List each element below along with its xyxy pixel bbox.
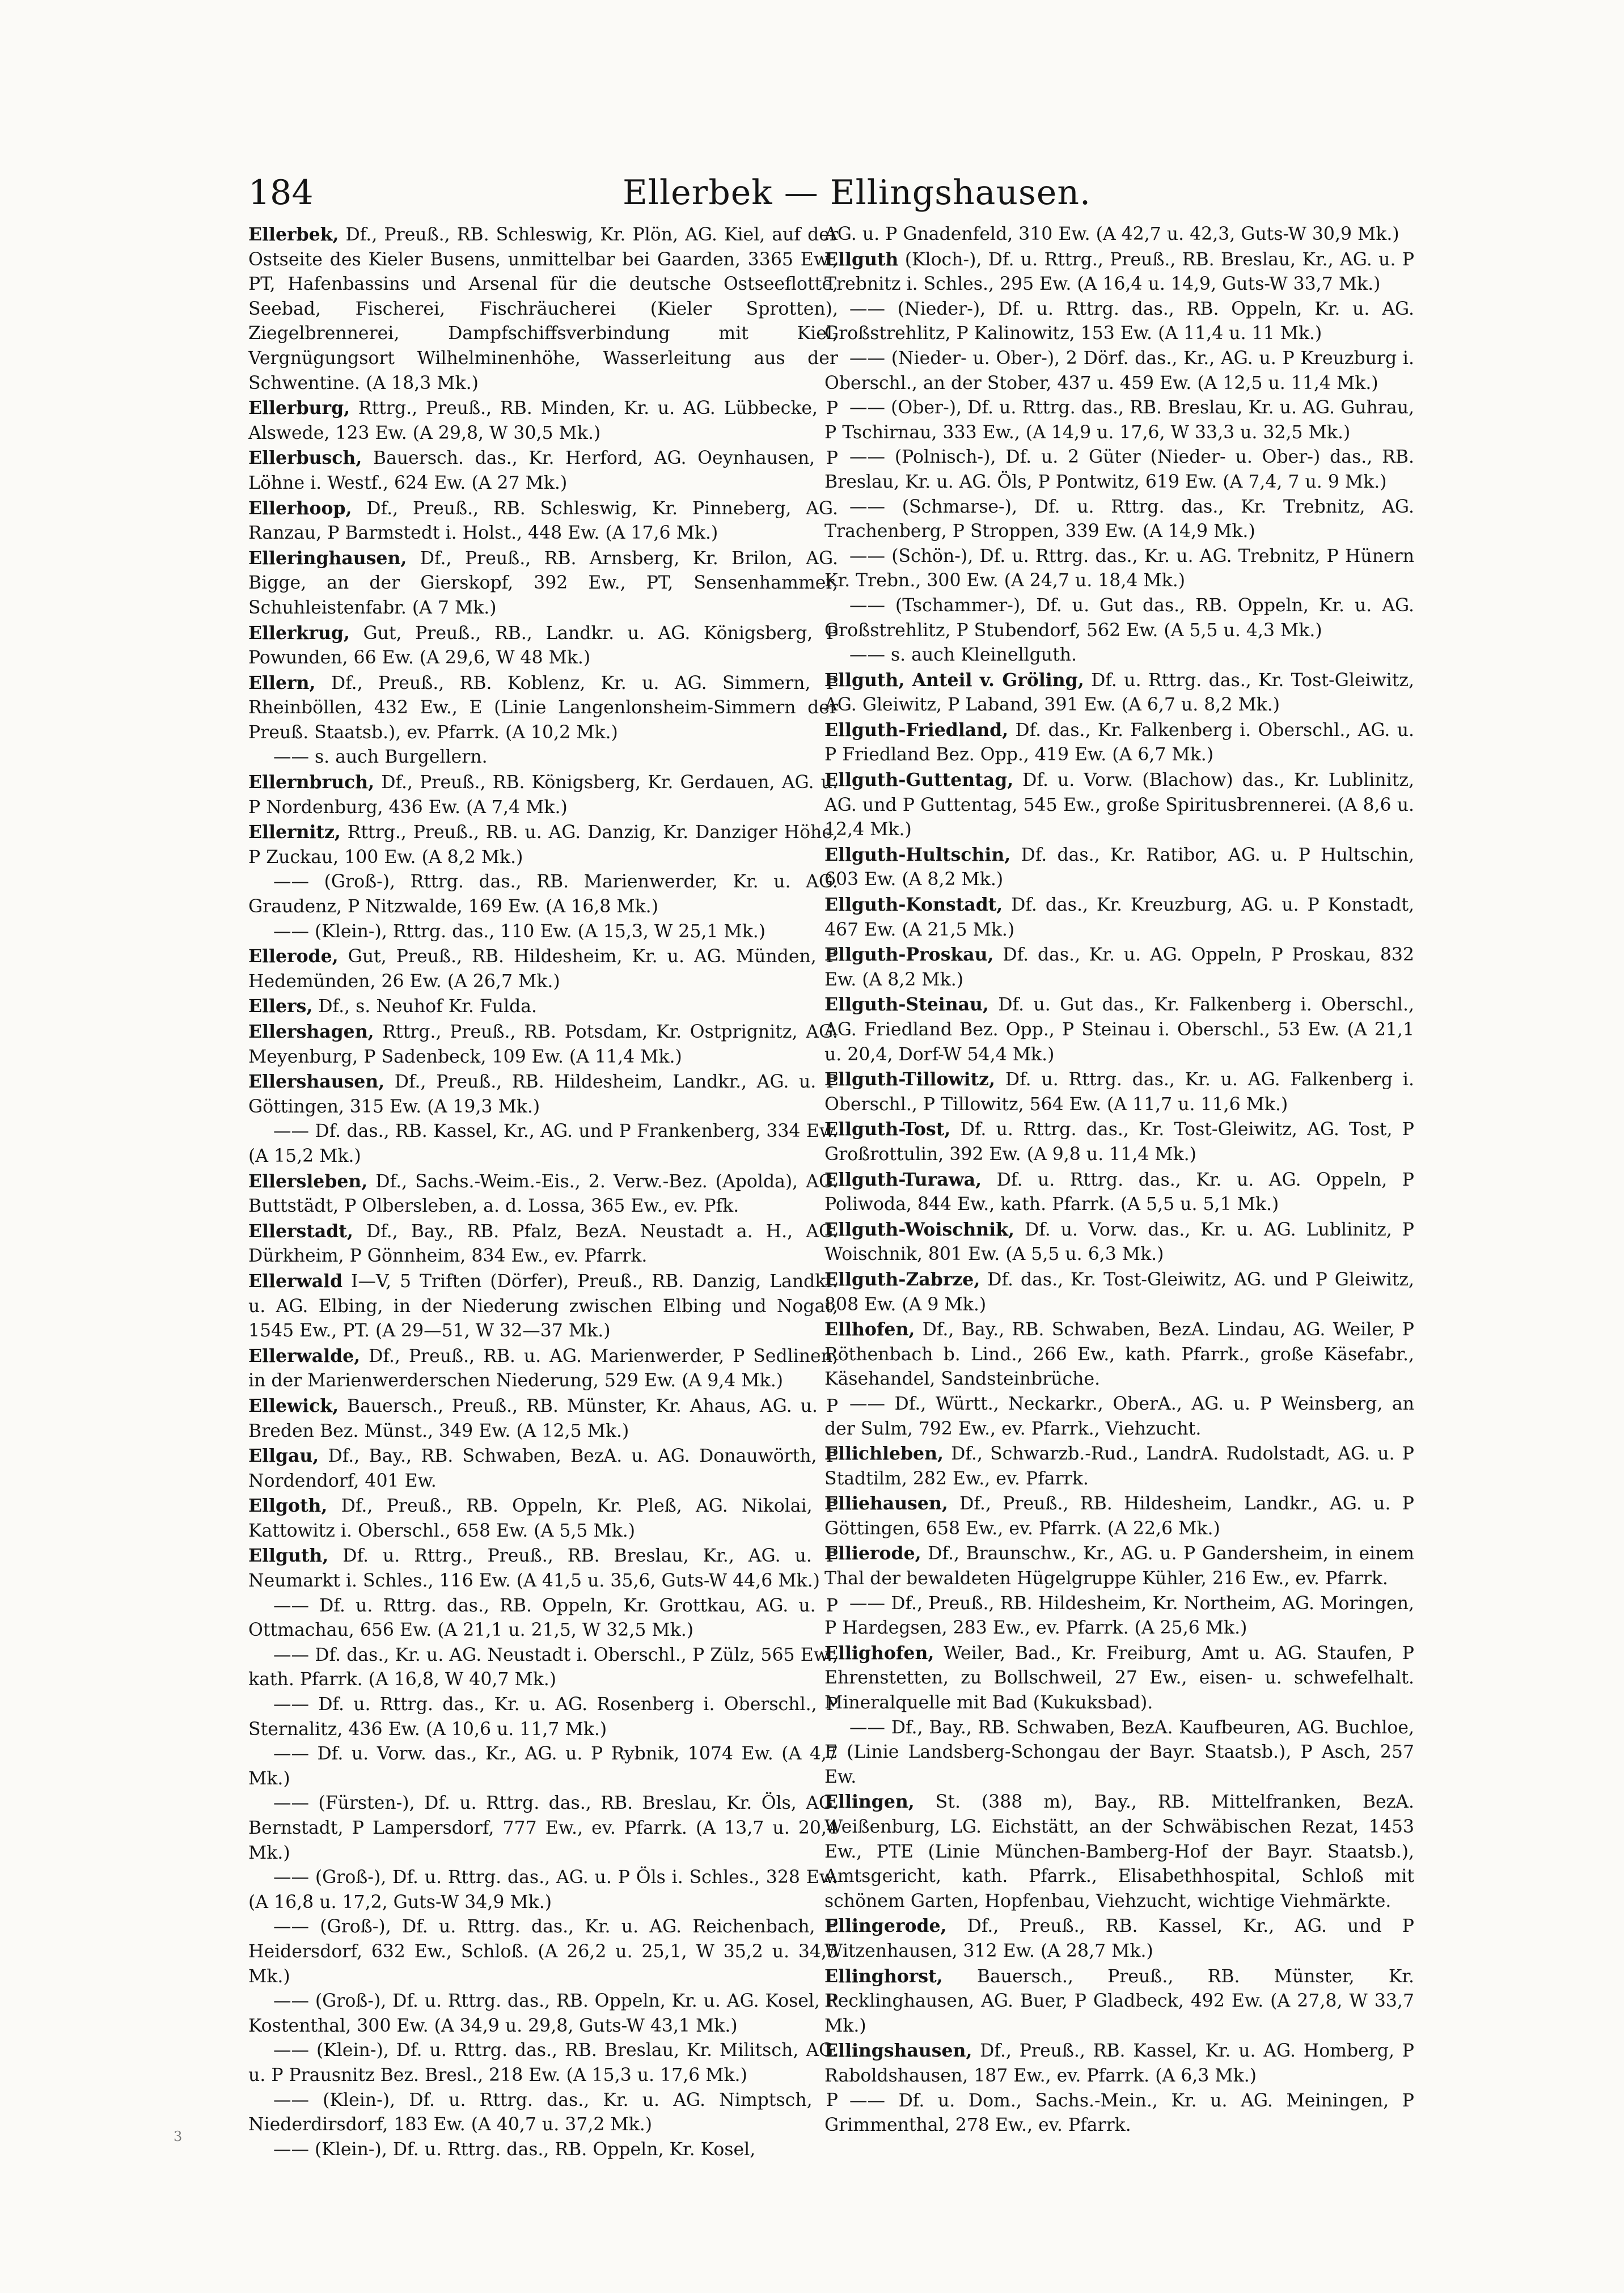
entry-headword: Ellguth-Turawa, <box>824 1169 982 1190</box>
entry-text: Df. u. Rttrg., Preuß., RB. Breslau, Kr., AG. u. P Neumarkt i. Schles., 116 Ew. (A 41,5 u. 35,6, Guts-W 44,6 Mk.) <box>248 1546 838 1592</box>
gazetteer-entry <box>824 2038 1414 2088</box>
entry-text: Df. u. Rttrg. das., Kr. u. AG. Oppeln, P Poliwoda, 844 Ew., kath. Pfarrk. (A 5,5 u. 5,1 Mk.) <box>824 1169 1414 1215</box>
entry-text: Df., Braunschw., Kr., AG. u. P Gandersheim, in einem Thal der bewaldeten Hügelgruppe Kühler, 216 Ew., ev. Pfarrk. <box>824 1543 1414 1589</box>
entry-text: —— Df., Württ., Neckarkr., OberA., AG. u. P Weinsberg, an der Sulm, 792 Ew., ev. Pfarrk., Viehzucht. <box>824 1393 1414 1439</box>
entry-headword: Ellerstadt, <box>248 1220 353 1242</box>
gazetteer-entry <box>248 222 838 396</box>
gazetteer-entry <box>248 2038 838 2088</box>
entry-headword: Ellighofen, <box>824 1642 934 1664</box>
entry-headword: Ellguth-Hultschin, <box>824 844 1011 865</box>
entry-text: Df., Preuß., RB. Schleswig, Kr. Plön, AG. Kiel, auf der Ostseite des Kieler Busens, unmittelbar bei Gaarden, 3365 Ew., PT, Hafenbassins und Arsenal für die deutsche Ostseeflotte, Seebad, Fischerei, Fischräucherei (Kieler Sprotten), Ziegelbrennerei, Dampfschiffsverbindung mit Kiel, Vergnügungsort Wilhelminenhöhe, Wasserleitung aus der Schwentine. (A 18,3 Mk.) <box>248 225 838 394</box>
entry-headword: Ellerbusch, <box>248 447 362 469</box>
entry-text: —— (Polnisch-), Df. u. 2 Güter (Nieder- u. Ober-) das., RB. Breslau, Kr. u. AG. Öls, P Pontwitz, 619 Ew. (A 7,4, 7 u. 9 Mk.) <box>824 447 1414 492</box>
gazetteer-entry <box>248 920 838 945</box>
entry-headword: Ellguth-Guttentag, <box>824 769 1014 791</box>
gazetteer-entry <box>248 1594 838 1643</box>
gazetteer-entry <box>248 870 838 919</box>
entry-text: Gut, Preuß., RB. Hildesheim, Kr. u. AG. Münden, P Hedemünden, 26 Ew. (A 26,7 Mk.) <box>248 946 838 992</box>
entry-text: —— Df. u. Rttrg. das., Kr. u. AG. Rosenberg i. Oberschl., P Sternalitz, 436 Ew. (A 10,6 u. 11,7 Mk.) <box>248 1694 838 1740</box>
entry-text: —— s. auch Burgellern. <box>273 747 488 768</box>
gazetteer-entry <box>824 643 1414 668</box>
entry-headword: Ellguth <box>824 248 899 270</box>
entry-headword: Ellguth-Konstadt, <box>824 894 1003 916</box>
entry-text: Rttrg., Preuß., RB. u. AG. Danzig, Kr. Danziger Höhe, P Zuckau, 100 Ew. (A 8,2 Mk.) <box>248 822 838 868</box>
gazetteer-entry <box>824 1491 1414 1541</box>
gazetteer-entry <box>248 396 838 446</box>
entry-text: —— Df., Bay., RB. Schwaben, BezA. Kaufbeuren, AG. Buchloe, E (Linie Landsberg-Schongau der Bayr. Staatsb.), P Asch, 257 Ew. <box>824 1717 1414 1787</box>
entry-text: Df., s. Neuhof Kr. Fulda. <box>318 996 538 1017</box>
entry-headword: Ellernbruch, <box>248 772 375 793</box>
entry-text: Df. das., Kr. Ratibor, AG. u. P Hultschin, 603 Ew. (A 8,2 Mk.) <box>824 844 1414 890</box>
entry-text: Df., Bay., RB. Schwaben, BezA. u. AG. Donauwörth, P Nordendorf, 401 Ew. <box>248 1446 838 1491</box>
entry-text: Df., Sachs.-Weim.-Eis., 2. Verw.-Bez. (Apolda), AG. Buttstädt, P Olbersleben, a. d. Lossa, 365 Ew., ev. Pfk. <box>248 1171 838 1217</box>
gazetteer-entry <box>824 718 1414 768</box>
entry-text: Df. das., Kr. Falkenberg i. Oberschl., AG. u. P Friedland Bez. Opp., 419 Ew. (A 6,7 Mk.) <box>824 720 1414 765</box>
entry-text: Df., Bay., RB. Schwaben, BezA. Lindau, AG. Weiler, P Röthenbach b. Lind., 266 Ew., kath. Pfarrk., große Käsefabr., Käsehandel, Sandsteinbrüche. <box>824 1319 1414 1390</box>
entry-headword: Ellershagen, <box>248 1021 374 1042</box>
gazetteer-entry <box>824 1267 1414 1317</box>
entry-text: Df. u. Rttrg. das., Kr. Tost-Gleiwitz, AG. Gleiwitz, P Laband, 391 Ew. (A 6,7 u. 8,2 Mk.) <box>824 670 1414 716</box>
gazetteer-entry <box>824 495 1414 544</box>
gazetteer-entry <box>248 994 838 1019</box>
entry-headword: Ellhofen, <box>824 1319 915 1340</box>
entry-text: Df., Preuß., RB. Koblenz, Kr. u. AG. Simmern, P Rheinböllen, 432 Ew., E (Linie Langenlonsheim-Simmern der Preuß. Staatsb.), ev. Pfarrk. (A 10,2 Mk.) <box>248 672 838 743</box>
gazetteer-entry <box>824 1167 1414 1217</box>
gazetteer-entry <box>824 544 1414 594</box>
gazetteer-entry <box>248 1494 838 1543</box>
entry-headword: Ellinghorst, <box>824 1965 943 1987</box>
entry-text: Df. das., Kr. Tost-Gleiwitz, AG. und P Gleiwitz, 808 Ew. (A 9 Mk.) <box>824 1269 1414 1315</box>
gazetteer-entry <box>824 247 1414 297</box>
gazetteer-entry <box>824 1592 1414 1641</box>
entry-text: I—V, 5 Triften (Dörfer), Preuß., RB. Danzig, Landkr. u. AG. Elbing, in der Niederung zwischen Elbing und Nogat, 1545 Ew., PT. (A 29—51, W 32—37 Mk.) <box>248 1271 838 1342</box>
gazetteer-entry <box>248 820 838 870</box>
running-head: Ellerbek — Ellingshausen. <box>623 173 1092 213</box>
entry-text: —— (Nieder- u. Ober-), 2 Dörf. das., Kr., AG. u. P Kreuzburg i. Oberschl., an der Stober, 437 u. 459 Ew. (A 12,5 u. 11,4 Mk.) <box>824 348 1414 394</box>
entry-text: —— (Groß-), Rttrg. das., RB. Marienwerder, Kr. u. AG. Graudenz, P Nitzwalde, 169 Ew. (A 16,8 Mk.) <box>248 871 838 917</box>
entry-headword: Ellersleben, <box>248 1170 368 1192</box>
entry-text: Rttrg., Preuß., RB. Potsdam, Kr. Ostprignitz, AG. Meyenburg, P Sadenbeck, 109 Ew. (A 11,4 Mk.) <box>248 1022 838 1067</box>
entry-text: —— (Groß-), Df. u. Rttrg. das., RB. Oppeln, Kr. u. AG. Kosel, P Kostenthal, 300 Ew. (A 34,9 u. 29,8, Guts-W 43,1 Mk.) <box>248 1991 838 2036</box>
entry-text: —— (Schmarse-), Df. u. Rttrg. das., Kr. Trebnitz, AG. Trachenberg, P Stroppen, 339 Ew. (A 14,9 Mk.) <box>824 496 1414 542</box>
gazetteer-entry <box>248 1543 838 1593</box>
entry-text: —— (Groß-), Df. u. Rttrg. das., Kr. u. AG. Reichenbach, P Heidersdorf, 632 Ew., Schloß. (A 26,2 u. 25,1, W 35,2 u. 34,5 Mk.) <box>248 1917 838 1987</box>
gazetteer-entry <box>248 1269 838 1344</box>
gazetteer-entry <box>824 297 1414 346</box>
entry-headword: Ellershausen, <box>248 1071 385 1093</box>
entry-text: Bauersch., Preuß., RB. Münster, Kr. Recklinghausen, AG. Buer, P Gladbeck, 492 Ew. (A 27,8, W 33,7 Mk.) <box>824 1966 1414 2036</box>
left-column <box>248 222 838 2195</box>
entry-text: (Kloch-), Df. u. Rttrg., Preuß., RB. Breslau, Kr., AG. u. P Trebnitz i. Schles., 295 Ew. (A 16,4 u. 14,9, Guts-W 33,7 Mk.) <box>824 249 1414 295</box>
entry-text: —— Df. das., RB. Kassel, Kr., AG. und P Frankenberg, 334 Ew. (A 15,2 Mk.) <box>248 1121 838 1166</box>
entry-headword: Ellguth-Woischnik, <box>824 1219 1014 1240</box>
entry-headword: Ellerode, <box>248 946 339 967</box>
entry-text: Df., Preuß., RB. Hildesheim, Landkr., AG. u. P Göttingen, 315 Ew. (A 19,3 Mk.) <box>248 1072 838 1117</box>
entry-text: Df., Schwarzb.-Rud., LandrA. Rudolstadt, AG. u. P Stadtilm, 282 Ew., ev. Pfarrk. <box>824 1444 1414 1489</box>
entry-text: —— (Ober-), Df. u. Rttrg. das., RB. Breslau, Kr. u. AG. Guhrau, P Tschirnau, 333 Ew., (A 14,9 u. 17,6, W 33,3 u. 32,5 Mk.) <box>824 397 1414 443</box>
entry-text: —— (Nieder-), Df. u. Rttrg. das., RB. Oppeln, Kr. u. AG. Großstrehlitz, P Kalinowitz, 153 Ew. (A 11,4 u. 11 Mk.) <box>824 298 1414 344</box>
entry-headword: Ellerburg, <box>248 397 350 419</box>
entry-text: —— Df. das., Kr. u. AG. Neustadt i. Oberschl., P Zülz, 565 Ew., kath. Pfarrk. (A 16,8, W 40,7 Mk.) <box>248 1644 838 1690</box>
gazetteer-entry <box>248 1444 838 1494</box>
entry-text: Df., Bay., RB. Pfalz, BezA. Neustadt a. H., AG. Dürkheim, P Gönnheim, 834 Ew., ev. Pfarrk. <box>248 1221 838 1267</box>
entry-text: Df., Preuß., RB. Oppeln, Kr. Pleß, AG. Nikolai, P Kattowitz i. Oberschl., 658 Ew. (A 5,5 Mk.) <box>248 1496 838 1541</box>
entry-text: Weiler, Bad., Kr. Freiburg, Amt u. AG. Staufen, P Ehrenstetten, zu Bollschweil, 27 Ew., eisen- u. schwefelhalt. Mineralquelle mit Bad (Kukuksbad). <box>824 1643 1414 1714</box>
entry-headword: Ellguth-Friedland, <box>824 719 1009 741</box>
entry-headword: Ellguth, Anteil v. Gröling, <box>824 669 1084 691</box>
entry-headword: Ellguth-Tost, <box>824 1119 951 1140</box>
gazetteer-entry <box>824 1641 1414 1716</box>
gazetteer-entry <box>248 546 838 621</box>
entry-headword: Ellewick, <box>248 1395 339 1416</box>
gazetteer-entry <box>824 843 1414 892</box>
gazetteer-entry <box>824 1392 1414 1441</box>
entry-text: Df. u. Vorw. das., Kr. u. AG. Lublinitz, P Woischnik, 801 Ew. (A 5,5 u. 6,3 Mk.) <box>824 1219 1414 1265</box>
gazetteer-entry <box>248 1915 838 1989</box>
entry-text: —— s. auch Kleinellguth. <box>849 645 1077 666</box>
entry-text: Df. u. Gut das., Kr. Falkenberg i. Oberschl., AG. Friedland Bez. Opp., P Steinau i. Oberschl., 53 Ew. (A 21,1 u. 20,4, Dorf-W 54,4 Mk.) <box>824 995 1414 1065</box>
entry-headword: Ellingerode, <box>824 1915 947 1937</box>
gazetteer-entry <box>824 1789 1414 1914</box>
entry-text: —— Df. u. Rttrg. das., RB. Oppeln, Kr. Grottkau, AG. u. P Ottmachau, 656 Ew. (A 21,1 u. 21,5, W 32,5 Mk.) <box>248 1595 838 1641</box>
page-header <box>248 170 1133 215</box>
entry-headword: Ellingen, <box>824 1791 915 1813</box>
gazetteer-entry <box>248 1693 838 1742</box>
entry-text: Df., Preuß., RB. Arnsberg, Kr. Brilon, AG. Bigge, an der Gierskopf, 392 Ew., PT, Sensenhammer, Schuhleistenfabr. (A 7 Mk.) <box>248 548 838 618</box>
gazetteer-entry <box>824 1441 1414 1491</box>
entry-text: Rttrg., Preuß., RB. Minden, Kr. u. AG. Lübbecke, P Alswede, 123 Ew. (A 29,8, W 30,5 Mk.) <box>248 398 838 443</box>
gazetteer-entry <box>824 1317 1414 1392</box>
entry-text: Df. das., Kr. u. AG. Oppeln, P Proskau, 832 Ew. (A 8,2 Mk.) <box>824 945 1414 990</box>
entry-headword: Ellerhoop, <box>248 497 352 519</box>
gazetteer-entry <box>248 1989 838 2038</box>
gazetteer-entry <box>824 892 1414 942</box>
gazetteer-entry <box>824 222 1414 247</box>
entry-text: —— (Klein-), Rttrg. das., 110 Ew. (A 15,3, W 25,1 Mk.) <box>273 921 766 942</box>
gazetteer-entry <box>248 2138 838 2163</box>
gazetteer-entry <box>824 1541 1414 1591</box>
gazetteer-entry <box>248 1394 838 1444</box>
entry-text: —— (Tschammer-), Df. u. Gut das., RB. Oppeln, Kr. u. AG. Großstrehlitz, P Stubendorf, 562 Ew. (A 5,5 u. 4,3 Mk.) <box>824 595 1414 641</box>
gazetteer-entry <box>248 745 838 770</box>
gazetteer-entry <box>824 346 1414 396</box>
entry-text: —— Df. u. Vorw. das., Kr., AG. u. P Rybnik, 1074 Ew. (A 4,7 Mk.) <box>248 1744 838 1789</box>
gazetteer-entry <box>248 1069 838 1119</box>
gazetteer-entry <box>248 621 838 671</box>
entry-text: —— Df. u. Dom., Sachs.-Mein., Kr. u. AG. Meiningen, P Grimmenthal, 278 Ew., ev. Pfarrk. <box>824 2090 1414 2136</box>
gazetteer-entry <box>824 1914 1414 1964</box>
entry-text: Bauersch. das., Kr. Herford, AG. Oeynhausen, P Löhne i. Westf., 624 Ew. (A 27 Mk.) <box>248 448 838 493</box>
entry-headword: Ellern, <box>248 672 316 693</box>
entry-text: Df., Preuß., RB. u. AG. Marienwerder, P Sedlinen, in der Marienwerderschen Niederung, 529 Ew. (A 9,4 Mk.) <box>248 1346 838 1391</box>
gazetteer-entry <box>824 1716 1414 1790</box>
gazetteer-entry <box>248 770 838 820</box>
entry-headword: Ellers, <box>248 996 313 1017</box>
gazetteer-entry <box>248 944 838 994</box>
entry-text: Df., Preuß., RB. Kassel, Kr. u. AG. Homberg, P Raboldshausen, 187 Ew., ev. Pfarrk. (A 6,3 Mk.) <box>824 2041 1414 2086</box>
gazetteer-entry <box>824 396 1414 445</box>
gazetteer-entry <box>248 1219 838 1269</box>
entry-headword: Ellichleben, <box>824 1443 944 1465</box>
gazetteer-entry <box>824 768 1414 843</box>
gazetteer-entry <box>248 1791 838 1865</box>
entry-headword: Ellguth-Proskau, <box>824 944 994 966</box>
gazetteer-entry <box>824 942 1414 992</box>
gazetteer-entry <box>248 1019 838 1069</box>
gazetteer-entry <box>248 1119 838 1169</box>
entry-text: AG. u. P Gnadenfeld, 310 Ew. (A 42,7 u. 42,3, Guts-W 30,9 Mk.) <box>824 224 1399 244</box>
right-column <box>824 222 1414 2195</box>
entry-headword: Ellernitz, <box>248 822 341 843</box>
entry-text: Gut, Preuß., RB., Landkr. u. AG. Königsberg, P Powunden, 66 Ew. (A 29,6, W 48 Mk.) <box>248 623 838 669</box>
entry-text: Df. u. Rttrg. das., Kr. Tost-Gleiwitz, AG. Tost, P Großrottulin, 392 Ew. (A 9,8 u. 11,4 Mk.) <box>824 1119 1414 1165</box>
entry-text: St. (388 m), Bay., RB. Mittelfranken, BezA. Weißenburg, LG. Eichstätt, an der Schwäbischen Rezat, 1453 Ew., PTE (Linie München-Bamberg-Hof der Bayr. Staatsb.), Amtsgericht, kath. Pfarrk., Elisabethhospital, Schloß mit schönem Garten, Hopfenbau, Viehzucht, wichtige Viehmärkte. <box>824 1792 1414 1911</box>
entry-text: —— (Klein-), Df. u. Rttrg. das., RB. Breslau, Kr. Militsch, AG. u. P Prausnitz Bez. Bresl., 218 Ew. (A 15,3 u. 17,6 Mk.) <box>248 2040 838 2085</box>
entry-text: Df. u. Rttrg. das., Kr. u. AG. Falkenberg i. Oberschl., P Tillowitz, 564 Ew. (A 11,7 u. 11,6 Mk.) <box>824 1069 1414 1115</box>
entry-text: Df. u. Vorw. (Blachow) das., Kr. Lublinitz, AG. und P Guttentag, 545 Ew., große Spiritusbrennerei. (A 8,6 u. 12,4 Mk.) <box>824 770 1414 840</box>
gazetteer-entry <box>248 1742 838 1791</box>
gazetteer-entry <box>824 1964 1414 2039</box>
entry-text: Df., Preuß., RB. Königsberg, Kr. Gerdauen, AG. u. P Nordenburg, 436 Ew. (A 7,4 Mk.) <box>248 772 838 818</box>
entry-headword: Ellingshausen, <box>824 2040 972 2062</box>
gazetteer-entry <box>824 1117 1414 1167</box>
entry-headword: Ellerwald <box>248 1270 343 1292</box>
entry-headword: Ellgau, <box>248 1445 319 1467</box>
entry-headword: Ellguth-Steinau, <box>824 994 989 1016</box>
entry-text: —— (Groß-), Df. u. Rttrg. das., AG. u. P Öls i. Schles., 328 Ew. (A 16,8 u. 17,2, Guts-W 34,9 Mk.) <box>248 1867 838 1913</box>
gazetteer-entry <box>248 496 838 546</box>
entry-headword: Elliehausen, <box>824 1493 948 1514</box>
gazetteer-entry <box>248 1169 838 1219</box>
entry-text: —— (Fürsten-), Df. u. Rttrg. das., RB. Breslau, Kr. Öls, AG. Bernstadt, P Lampersdorf, 777 Ew., ev. Pfarrk. (A 13,7 u. 20,4 Mk.) <box>248 1793 838 1863</box>
entry-headword: Ellerbek, <box>248 224 339 245</box>
gazetteer-entry <box>248 671 838 746</box>
gazetteer-entry <box>248 1865 838 1915</box>
gazetteer-entry <box>248 1344 838 1394</box>
page-number: 184 <box>248 173 314 213</box>
gazetteer-entry <box>824 668 1414 718</box>
gazetteer-entry <box>824 2089 1414 2138</box>
entry-text: Df. das., Kr. Kreuzburg, AG. u. P Konstadt, 467 Ew. (A 21,5 Mk.) <box>824 895 1414 940</box>
entry-headword: Ellgoth, <box>248 1495 328 1517</box>
entry-text: —— (Schön-), Df. u. Rttrg. das., Kr. u. AG. Trebnitz, P Hünern Kr. Trebn., 300 Ew. (A 24,7 u. 18,4 Mk.) <box>824 545 1414 591</box>
entry-text: Bauersch., Preuß., RB. Münster, Kr. Ahaus, AG. u. P Breden Bez. Münst., 349 Ew. (A 12,5 Mk.) <box>248 1395 838 1441</box>
gazetteer-entry <box>248 446 838 496</box>
gazetteer-entry <box>824 992 1414 1067</box>
entry-headword: Ellerwalde, <box>248 1345 361 1367</box>
gazetteer-entry <box>248 2088 838 2138</box>
entry-headword: Ellguth, <box>248 1545 329 1567</box>
gazetteer-entry <box>248 1643 838 1693</box>
gazetteer-entry <box>824 445 1414 494</box>
gazetteer-entry <box>824 1067 1414 1117</box>
entry-headword: Ellerkrug, <box>248 622 350 644</box>
entry-text: —— (Klein-), Df. u. Rttrg. das., RB. Oppeln, Kr. Kosel, <box>273 2139 756 2160</box>
gutter-mark: 3 <box>174 2129 183 2144</box>
entry-headword: Ellguth-Zabrze, <box>824 1268 980 1290</box>
gazetteer-entry <box>824 1217 1414 1267</box>
entry-headword: Elleringhausen, <box>248 547 407 569</box>
entry-headword: Ellierode, <box>824 1543 921 1564</box>
entry-headword: Ellguth-Tillowitz, <box>824 1069 996 1090</box>
entry-text: Df., Preuß., RB. Schleswig, Kr. Pinneberg, AG. Ranzau, P Barmstedt i. Holst., 448 Ew. (A 17,6 Mk.) <box>248 498 838 544</box>
gazetteer-entry <box>824 594 1414 643</box>
entry-text: Df., Preuß., RB. Kassel, Kr., AG. und P Witzenhausen, 312 Ew. (A 28,7 Mk.) <box>824 1916 1414 1961</box>
entry-text: Df., Preuß., RB. Hildesheim, Landkr., AG. u. P Göttingen, 658 Ew., ev. Pfarrk. (A 22,6 Mk.) <box>824 1494 1414 1539</box>
entry-text: —— (Klein-), Df. u. Rttrg. das., Kr. u. AG. Nimptsch, P Niederdirsdorf, 183 Ew. (A 40,7 u. 37,2 Mk.) <box>248 2089 838 2135</box>
entry-text: —— Df., Preuß., RB. Hildesheim, Kr. Northeim, AG. Moringen, P Hardegsen, 283 Ew., ev. Pfarrk. (A 25,6 Mk.) <box>824 1593 1414 1639</box>
